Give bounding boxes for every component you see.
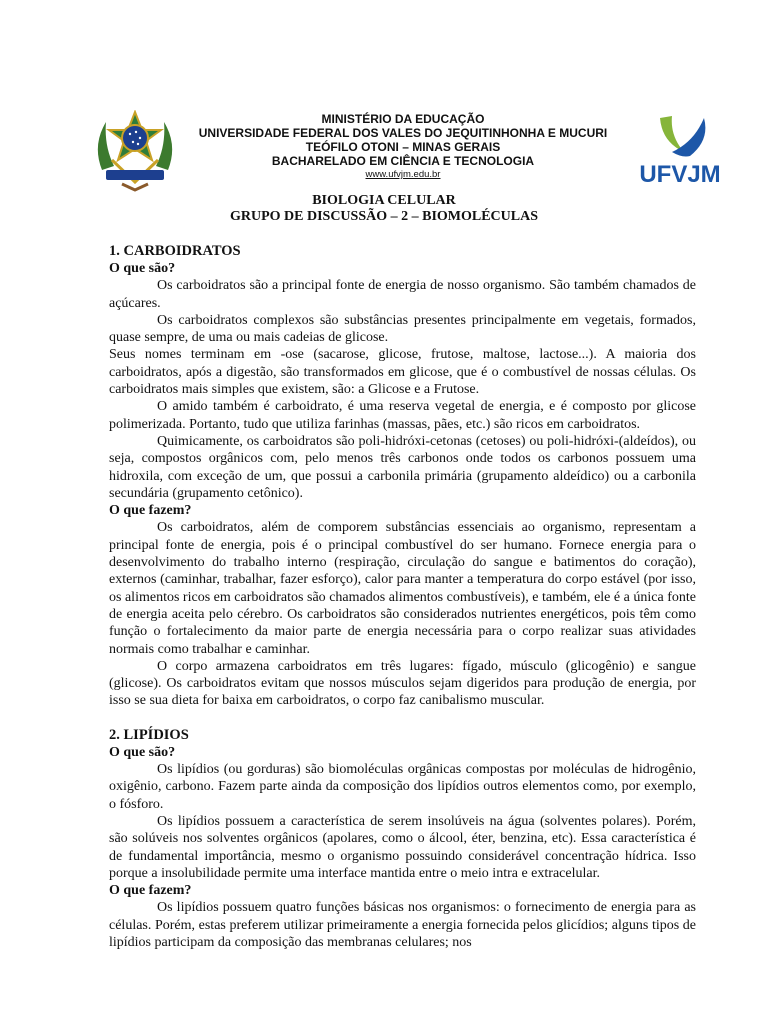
document-body bbox=[109, 243, 696, 951]
section-heading-lipidios: 2. LIPÍDIOS bbox=[109, 726, 189, 743]
subheading-what-are: O que são? bbox=[109, 261, 176, 276]
paragraph: Quimicamente, os carboidratos são poli-hidróxi-cetonas (cetoses) ou poli-hidróxi-(aldeídos), ou seja, compostos orgânicos com, pelo menos três carbonos onde todos os carbonos possuem uma hidroxila, com exceção de um, que possui a carbonila primária (grupamento aldeídico) ou a carbonila secundária (grupamento cetônico). bbox=[109, 433, 696, 501]
institution-block bbox=[188, 112, 618, 182]
ministry-line: MINISTÉRIO DA EDUCAÇÃO bbox=[321, 112, 485, 126]
logo-text: UFVJM bbox=[639, 161, 721, 188]
title-topic: GRUPO DE DISCUSSÃO – 2 – BIOMOLÉCULAS bbox=[229, 209, 539, 224]
document-title bbox=[0, 193, 768, 225]
section-spacer bbox=[109, 710, 696, 727]
ufvjm-logo-icon bbox=[632, 112, 728, 190]
subheading-what-are: O que são? bbox=[109, 744, 176, 760]
university-line: UNIVERSIDADE FEDERAL DOS VALES DO JEQUITINHONHA E MUCURI bbox=[198, 126, 608, 140]
brazil-coat-of-arms-icon bbox=[92, 110, 178, 192]
paragraph: Os lipídios (ou gorduras) são biomoléculas orgânicas compostas por moléculas de hidrogênio, oxigênio, carbono. Fazem parte ainda da composição dos lipídios outros elementos como, por exemplo, o fósforo. bbox=[109, 762, 696, 812]
paragraph: Os carboidratos são a principal fonte de energia de nosso organismo. São também chamados de açúcares. bbox=[109, 278, 696, 311]
section-heading-carboidratos: 1. CARBOIDRATOS bbox=[109, 243, 241, 259]
document-header bbox=[88, 106, 721, 198]
paragraph: O corpo armazena carboidratos em três lugares: fígado, músculo (glicogênio) e sangue (glicose). Os carboidratos evitam que nossos músculos sejam digeridos para produção de energia, por isso se sua dieta for baixa em carboidratos, o corpo faz canibalismo muscular. bbox=[109, 658, 696, 709]
subheading-what-do: O que fazem? bbox=[109, 503, 192, 519]
paragraph: O amido também é carboidrato, é uma reserva vegetal de energia, e é composto por glicose polimerizada. Portanto, tudo que utiliza farinhas (massas, pães, etc.) são ricos em carboidratos. bbox=[109, 399, 696, 432]
city-line: TEÓFILO OTONI – MINAS GERAIS bbox=[305, 140, 501, 154]
paragraph: Os carboidratos complexos são substâncias presentes principalmente em vegetais, formados, quase sempre, de uma ou mais cadeias de glicose. bbox=[109, 312, 696, 346]
paragraph: Os lipídios possuem a característica de serem insolúveis na água (solventes polares). Porém, são solúveis nos solventes orgânicos (apolares, como o álcool, éter, benzina, etc). Essa característica é de fundamental importância, mesmo o organismo possuindo considerável concentração hídrica. Isso porque a insolubilidade permite uma interface mantida entre o meio intra e extracelular. bbox=[109, 813, 696, 881]
title-subject: BIOLOGIA CELULAR bbox=[312, 193, 456, 208]
paragraph: Seus nomes terminam em -ose (sacarose, glicose, frutose, maltose, lactose...). A maioria dos carboidratos, após a digestão, são transformados em glicose, que é o combustível de nossas células. Os carboidratos mais simples que existem, são: a Glicose e a Frutose. bbox=[109, 347, 696, 398]
paragraph: Os lipídios possuem quatro funções básicas nos organismos: o fornecimento de energia para as células. Porém, estas preferem utilizar primeiramente a energia fornecida pelos glicídios; alguns tipos de lipídios participam da composição das membranas celulares; nos bbox=[109, 900, 696, 950]
course-line: BACHARELADO EM CIÊNCIA E TECNOLOGIA bbox=[271, 154, 535, 168]
site-link[interactable]: www.ufvjm.edu.br bbox=[365, 169, 441, 180]
paragraph: Os carboidratos, além de comporem substâncias essenciais ao organismo, representam a principal fonte de energia, pois é o principal combustível do ser humano. Fornece energia para o desenvolvimento do trabalho interno (respiração, circulação do sangue e batimentos do coração), externos (caminhar, trabalhar, fazer esforço), calor para manter a temperatura do corpo estável (por isso, os alimentos ricos em carboidratos são chamados alimentos combustíveis), e também, ele é a única fonte de energia aceita pelo cérebro. Os carboidratos são considerados nutrientes energéticos, pois têm como função o fortalecimento da maior parte de energia necessária para o corpo realizar suas atividades normais como trabalhar e caminhar. bbox=[109, 520, 696, 657]
subheading-what-do: O que fazem? bbox=[109, 883, 192, 899]
